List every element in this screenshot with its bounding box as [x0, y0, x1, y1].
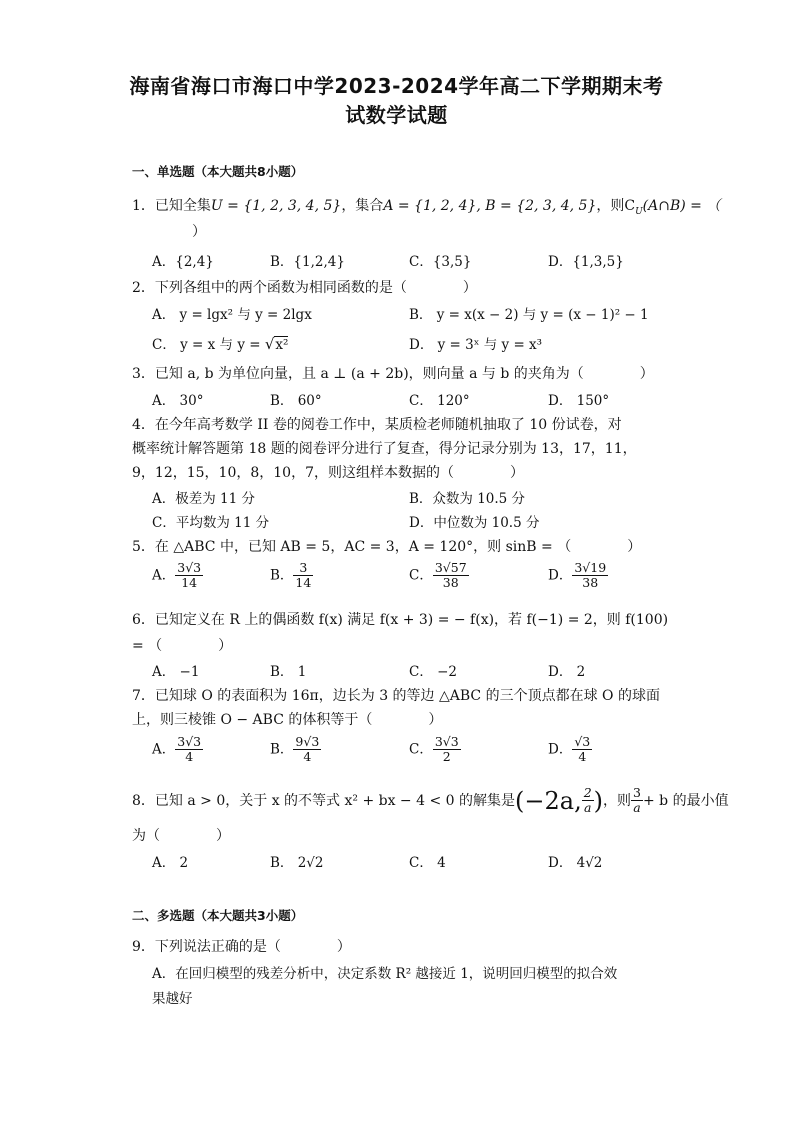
question-1-option-a: A．{2,4} — [152, 254, 214, 270]
question-2-option-d: D． y = 3ˣ 与 y = x³ — [409, 337, 543, 353]
question-7-line1: 7．已知球 O 的表面积为 16π，边长为 3 的等边 △ABC 的三个顶点都在球 O 的球面 — [132, 688, 660, 704]
question-2-option-b: B． y = x(x − 2) 与 y = (x − 1)² − 1 — [409, 307, 649, 323]
page-title-line1: 海南省海口市海口中学2023-2024学年高二下学期期末考 — [129, 74, 664, 98]
question-9-option-a-line2: 果越好 — [152, 991, 193, 1007]
question-1-option-b: B．{1,2,4} — [270, 254, 345, 270]
question-8-option-c: C． 4 — [409, 855, 446, 871]
question-8-option-a: A． 2 — [152, 855, 189, 871]
question-6-option-d: D． 2 — [548, 664, 586, 680]
question-5-stem: 5．在 △ABC 中，已知 AB = 5，AC = 3，A = 120°，则 sinB = （ ） — [132, 539, 642, 555]
question-4-option-d: D．中位数为 10.5 分 — [409, 515, 540, 531]
question-5-option-a: A． $\frac{3√3}{14}$ — [152, 560, 202, 591]
question-1-option-d: D．{1,3,5} — [548, 254, 624, 270]
page-title-line2: 试数学试题 — [345, 103, 448, 127]
question-2-option-c: C． y = x 与 y = √x² — [152, 335, 289, 353]
question-8-line2: 为（ ） — [132, 828, 230, 844]
section-multiple-choice: 二、多选题（本大题共3小题） — [132, 908, 304, 923]
question-3-option-c: C． 120° — [409, 393, 470, 409]
question-5-option-d: D． $\frac{3√19}{38}$ — [548, 560, 607, 591]
question-1-stem: 1．已知全集U = {1, 2, 3, 4, 5}，集合A = {1, 2, 4}, B = {2, 3, 4, 5}，则$C_U(A\cap B)$ = （ — [132, 198, 721, 217]
question-7-option-d: D． $\frac{√3}{4}$ — [548, 734, 591, 765]
question-3-option-d: D． 150° — [548, 393, 610, 409]
question-3-stem: 3．已知 a, b 为单位向量，且 a ⊥ (a + 2b)，则向量 a 与 b 的夹角为（ ） — [132, 366, 654, 382]
question-4-line2: 概率统计解答题第 18 题的阅卷评分进行了复查，得分记录分别为 13，17，11， — [132, 441, 637, 457]
question-4-option-b: B．众数为 10.5 分 — [409, 491, 526, 507]
question-8-line1: 8．已知 a > 0，关于 x 的不等式 x² + bx − 4 < 0 的解集是(−2a, $\frac{2}{a}$ )，则 $\frac{3}{a}$ + b 的最小值 — [132, 785, 729, 816]
question-8-option-b: B． 2√2 — [270, 855, 324, 871]
section-single-choice: 一、单选题（本大题共8小题） — [132, 164, 304, 179]
question-7-line2: 上，则三棱锥 O − ABC 的体积等于（ ） — [132, 712, 443, 728]
question-4-line3: 9，12，15，10，8，10，7，则这组样本数据的（ ） — [132, 465, 524, 481]
question-9-option-a-line1: A．在回归模型的残差分析中，决定系数 R² 越接近 1，说明回归模型的拟合效 — [152, 966, 618, 982]
question-5-option-c: C． $\frac{3√57}{38}$ — [409, 560, 467, 591]
question-2-stem: 2．下列各组中的两个函数为相同函数的是（ ） — [132, 280, 477, 296]
question-5-option-b: B． $\frac{3}{14}$ — [270, 560, 312, 591]
question-4-line1: 4．在今年高考数学 II 卷的阅卷工作中，某质检老师随机抽取了 10 份试卷，对 — [132, 417, 622, 433]
question-7-option-b: B． $\frac{9√3}{4}$ — [270, 734, 320, 765]
question-1-option-c: C．{3,5} — [409, 254, 472, 270]
question-9-stem: 9．下列说法正确的是（ ） — [132, 939, 351, 955]
question-3-option-b: B． 60° — [270, 393, 322, 409]
question-6-line1: 6．已知定义在 R 上的偶函数 f(x) 满足 f(x + 3) = − f(x)，若 f(−1) = 2，则 f(100) — [132, 612, 669, 628]
question-6-line2: = （ ） — [132, 638, 233, 654]
question-1-close: ） — [192, 224, 206, 240]
question-2-option-a: A． y = lgx² 与 y = 2lgx — [152, 307, 312, 323]
question-4-option-c: C．平均数为 11 分 — [152, 515, 270, 531]
question-6-option-b: B． 1 — [270, 664, 307, 680]
question-6-option-a: A． −1 — [152, 664, 200, 680]
question-7-option-c: C． $\frac{3√3}{2}$ — [409, 734, 459, 765]
question-7-option-a: A． $\frac{3√3}{4}$ — [152, 734, 202, 765]
question-3-option-a: A． 30° — [152, 393, 204, 409]
question-4-option-a: A．极差为 11 分 — [152, 491, 256, 507]
question-8-option-d: D． 4√2 — [548, 855, 603, 871]
question-6-option-c: C． −2 — [409, 664, 458, 680]
